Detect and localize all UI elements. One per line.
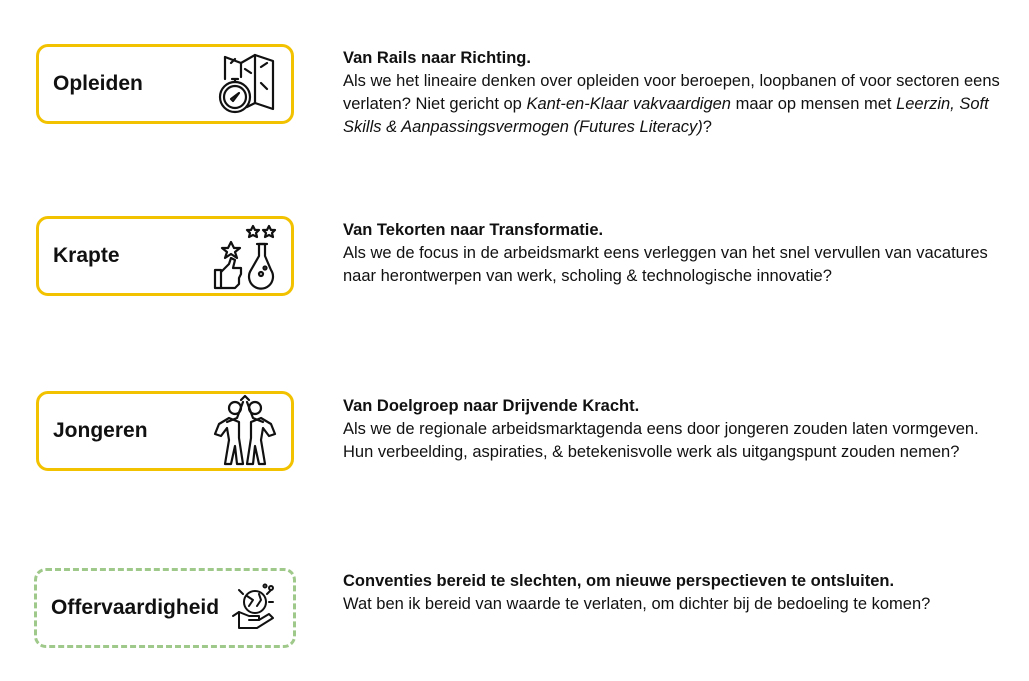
row-text-offervaardigheid — [343, 570, 1013, 616]
card-label: Opleiden — [53, 72, 143, 95]
card-label: Offervaardigheid — [51, 596, 220, 619]
row-text-jongeren — [343, 395, 1013, 464]
row-body: Als we de regionale arbeidsmarktagenda eens door jongeren zouden laten vormgeven. Hun verbeelding, aspiraties, & betekenisvolle werk als uitgangspunt zouden nemen? — [343, 420, 979, 461]
row-body: Wat ben ik bereid van waarde te verlaten, om dichter bij de bedoeling te komen? — [343, 595, 931, 613]
row-body: Als we de focus in de arbeidsmarkt eens verleggen van het snel vervullen van vacatures naar herontwerpen van werk, scholing & technologische innovatie? — [343, 244, 988, 285]
card-jongeren — [36, 391, 294, 471]
row-title: Van Rails naar Richting. — [343, 49, 531, 67]
card-krapte — [36, 216, 294, 296]
row-text-opleiden — [343, 47, 1013, 139]
map-compass-icon — [211, 49, 281, 119]
row-text-krapte — [343, 219, 1013, 288]
row-title: Van Tekorten naar Transformatie. — [343, 221, 604, 239]
stars-thumbs-up-flask-icon — [209, 220, 281, 292]
row-title: Conventies bereid te slechten, om nieuwe perspectieven te ontsluiten. — [343, 572, 895, 590]
card-opleiden — [36, 44, 294, 124]
card-label: Krapte — [53, 244, 120, 267]
card-label: Jongeren — [53, 419, 148, 442]
row-body: Als we het lineaire denken over opleiden voor beroepen, loopbanen of voor sectoren eens verlaten? Niet gericht op Kant-en-Klaar vakvaardigen maar op mensen met Leerzin, Soft Skills & Aanpassingsvermogen (Futures Literacy)? — [343, 72, 1000, 136]
row-title: Van Doelgroep naar Drijvende Kracht. — [343, 397, 640, 415]
hand-offering-planet-icon — [229, 582, 281, 634]
high-five-people-icon — [207, 394, 281, 468]
card-offervaardigheid — [34, 568, 296, 648]
